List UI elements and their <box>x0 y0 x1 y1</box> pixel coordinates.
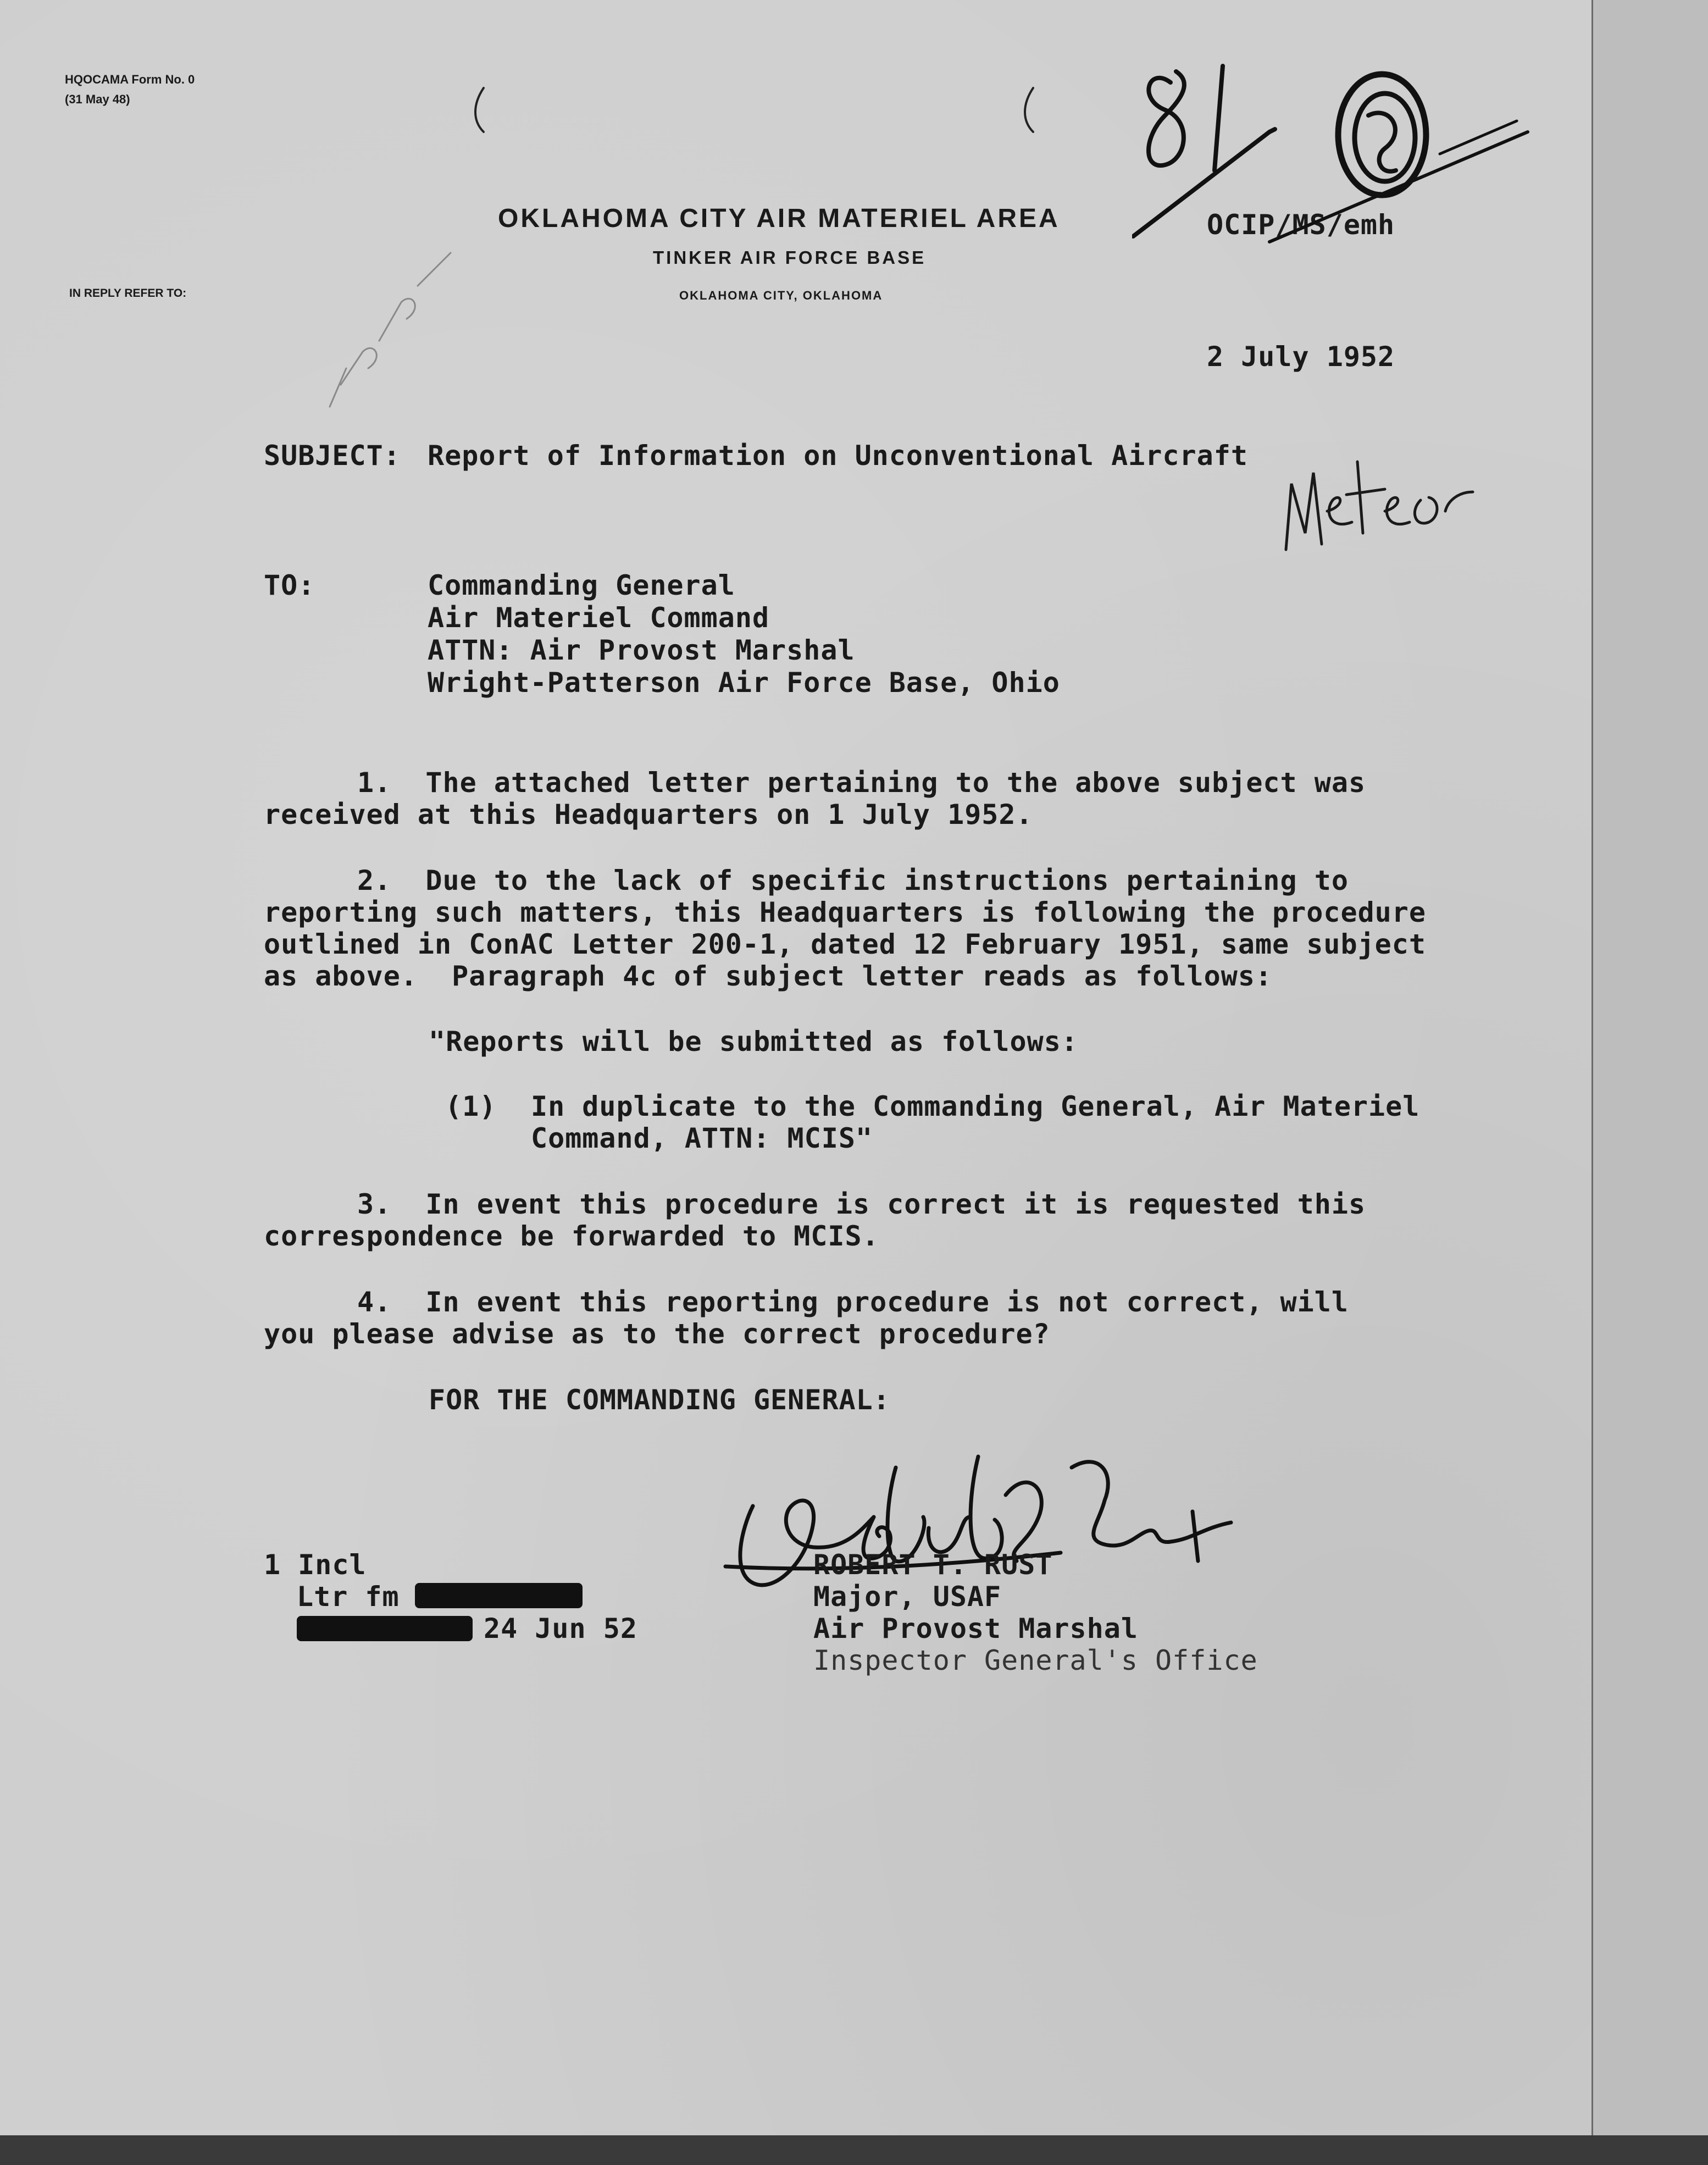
to-line-3: ATTN: Air Provost Marshal <box>428 634 855 666</box>
subject-text: Report of Information on Unconventional Aircraft <box>428 440 1248 472</box>
letterhead-city: OKLAHOMA CITY, OKLAHOMA <box>679 289 883 302</box>
inclosure-date: 24 Jun 52 <box>484 1613 637 1644</box>
page-edge-bottom <box>0 2135 1708 2165</box>
to-line-1: Commanding General <box>428 569 735 601</box>
para1-line2: received at this Headquarters on 1 July 1952. <box>264 799 1033 830</box>
form-id-line2: (31 May 48) <box>65 92 130 106</box>
quote-item-number: (1) <box>445 1090 497 1122</box>
quote-intro: "Reports will be submitted as follows: <box>429 1026 1078 1057</box>
closing-line: FOR THE COMMANDING GENERAL: <box>429 1384 890 1416</box>
handwritten-margin-note <box>1275 440 1495 566</box>
signature-name: ROBERT T. RUST <box>813 1549 1053 1581</box>
form-id-line1: HQOCAMA Form No. 0 <box>65 73 195 86</box>
to-line-2: Air Materiel Command <box>428 602 770 634</box>
scan-artifacts <box>462 77 1066 143</box>
para2-line2: reporting such matters, this Headquarters is following the procedure <box>264 896 1426 928</box>
para1-line1: 1. The attached letter pertaining to the above subject was <box>357 767 1366 799</box>
to-label: TO: <box>264 569 315 601</box>
reply-refer-label: IN REPLY REFER TO: <box>69 287 187 300</box>
para4-line2: you please advise as to the correct procedure? <box>264 1318 1050 1350</box>
pencil-mark <box>324 242 467 423</box>
para2-line3: outlined in ConAC Letter 200-1, dated 12 February 1951, same subject <box>264 928 1426 960</box>
reference-code: OCIP/MS/emh <box>1207 209 1395 241</box>
letterhead-org: OKLAHOMA CITY AIR MATERIEL AREA <box>498 204 1060 233</box>
to-line-4: Wright-Patterson Air Force Base, Ohio <box>428 667 1060 699</box>
quote-item-line2: Command, ATTN: MCIS" <box>531 1122 873 1154</box>
para3-line2: correspondence be forwarded to MCIS. <box>264 1220 879 1252</box>
signature-office: Inspector General's Office <box>813 1644 1258 1676</box>
handwritten-page-number <box>1132 49 1539 258</box>
letter-date: 2 July 1952 <box>1207 341 1395 373</box>
para3-line1: 3. In event this procedure is correct it is requested this <box>357 1188 1366 1220</box>
inclosure-letter: Ltr fm <box>297 1581 400 1613</box>
para4-line1: 4. In event this reporting procedure is not correct, will <box>357 1286 1349 1318</box>
page-edge-right <box>1591 0 1708 2165</box>
redaction-bar <box>415 1583 583 1608</box>
para2-line1: 2. Due to the lack of specific instructions pertaining to <box>357 865 1349 896</box>
quote-item-line1: In duplicate to the Commanding General, Air Materiel <box>531 1090 1420 1122</box>
signature-title: Air Provost Marshal <box>813 1613 1138 1644</box>
subject-label: SUBJECT: <box>264 440 401 472</box>
letterhead-base: TINKER AIR FORCE BASE <box>653 247 927 268</box>
inclosure-count: 1 Incl <box>264 1549 367 1581</box>
redaction-bar <box>297 1616 473 1641</box>
para2-line4: as above. Paragraph 4c of subject letter reads as follows: <box>264 960 1273 992</box>
signature-rank: Major, USAF <box>813 1581 1002 1613</box>
